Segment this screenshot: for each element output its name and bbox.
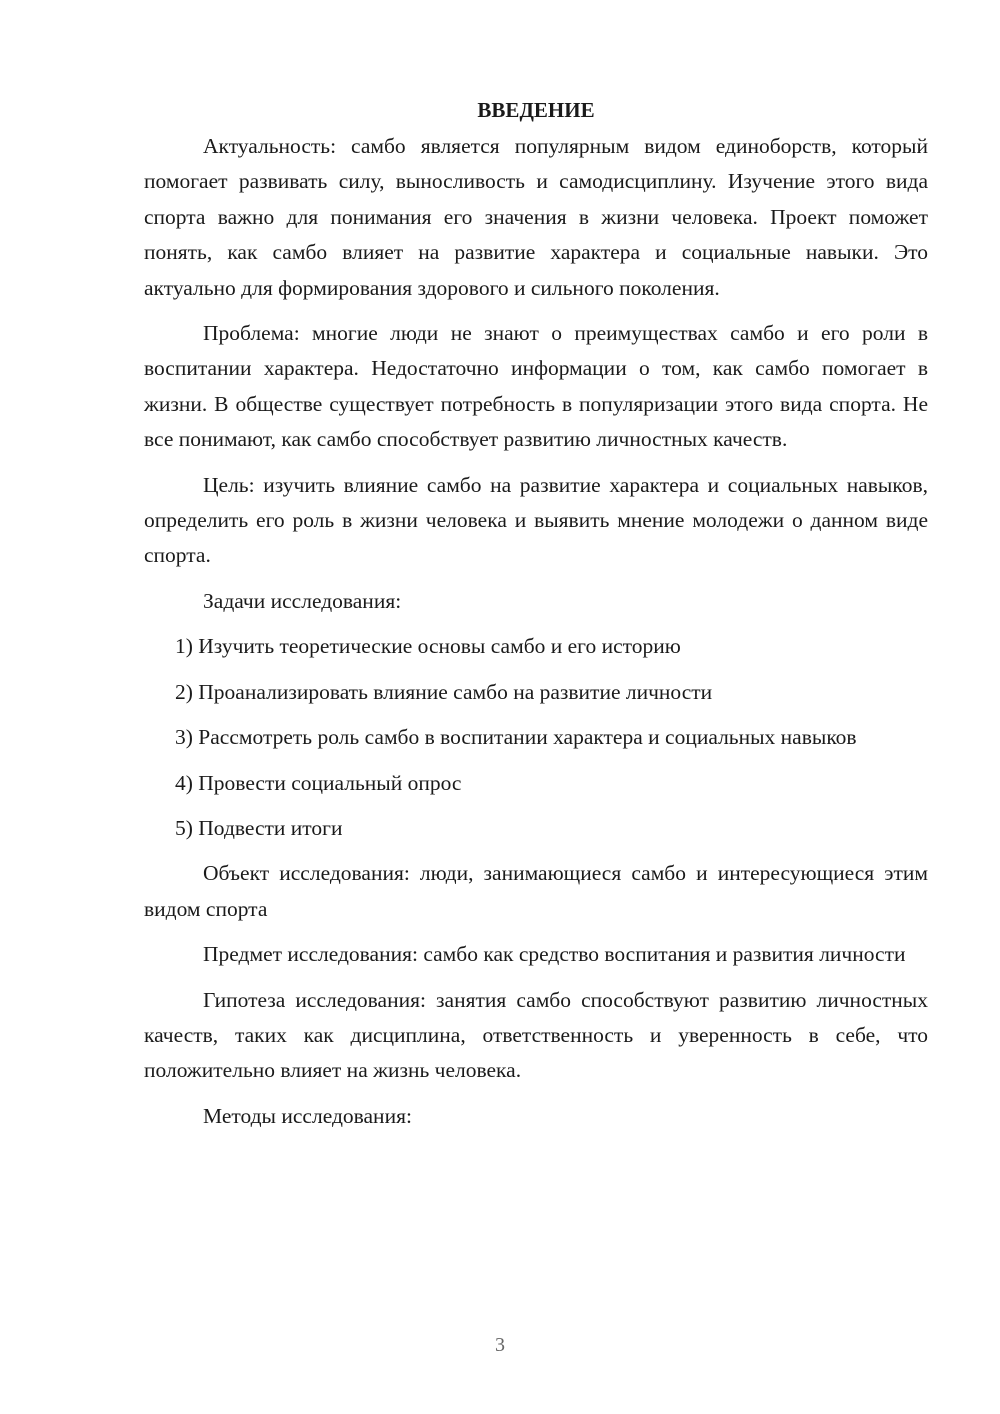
page-number: 3: [495, 1334, 505, 1356]
paragraph-object: Объект исследования: люди, занимающиеся самбо и интересующиеся этим видом спорта: [144, 861, 928, 921]
paragraph-subject: Предмет исследования: самбо как средство воспитания и развития личности: [203, 942, 906, 967]
paragraph-goal: Цель: изучить влияние самбо на развитие характера и социальных навыков, определить его роль в жизни человека и выявить мнение молодежи о данном виде спорта.: [144, 472, 928, 568]
list-item: 3) Рассмотреть роль самбо в воспитании характера и социальных навыков: [175, 725, 857, 750]
list-item: 5) Подвести итоги: [175, 815, 343, 840]
paragraph-hypothesis: Гипотеза исследования: занятия самбо способствуют развитию личностных качеств, таких как дисциплина, ответственность и уверенность в себе, что положительно влияет на жизнь человека.: [144, 987, 928, 1083]
page-title: ВВЕДЕНИЕ: [477, 98, 595, 122]
paragraph-relevance: Актуальность: самбо является популярным видом единоборств, который помогает развивать силу, выносливость и самодисциплину. Изучение этого вида спорта важно для понимания его значения в жизни человека. Проект поможет понять, как самбо влияет на развитие характера и социальные навыки. Это актуально для формирования здорового и сильного поколения.: [144, 134, 928, 300]
paragraph-methods-intro: Методы исследования:: [203, 1103, 412, 1128]
paragraph-tasks-intro: Задачи исследования:: [203, 588, 402, 613]
list-item: 4) Провести социальный опрос: [175, 770, 462, 795]
list-item: 1) Изучить теоретические основы самбо и его историю: [175, 634, 681, 659]
paragraph-problem: Проблема: многие люди не знают о преимуществах самбо и его роли в воспитании характера. Недостаточно информации о том, как самбо помогает в жизни. В обществе существует потребность в популяризации этого вида спорта. Не все понимают, как самбо способствует развитию личностных качеств.: [144, 321, 928, 452]
document-page: [144, 94, 928, 1144]
list-item: 2) Проанализировать влияние самбо на развитие личности: [175, 679, 713, 704]
tasks-list: [144, 629, 928, 846]
